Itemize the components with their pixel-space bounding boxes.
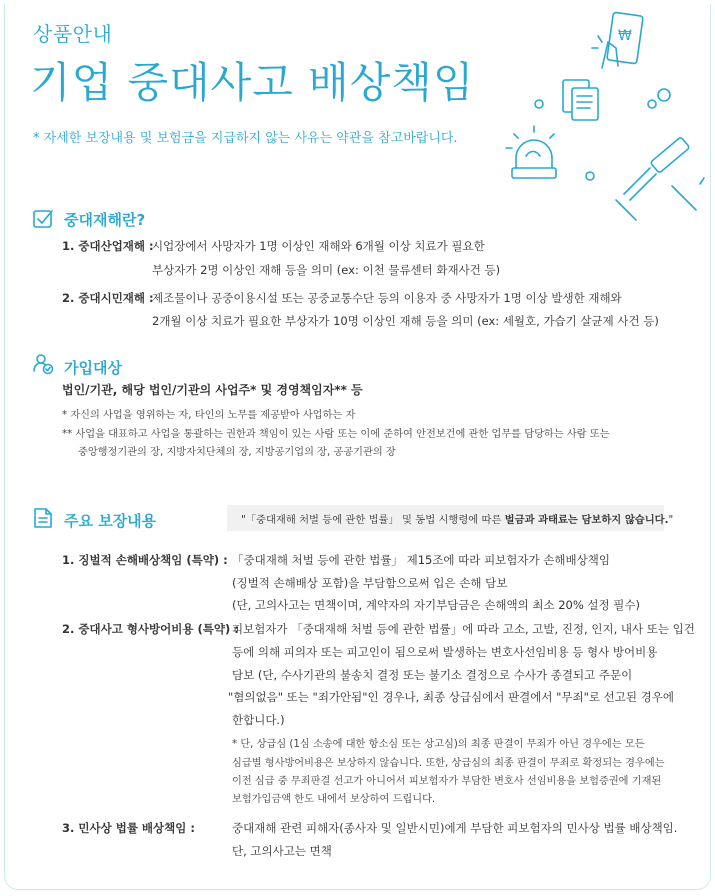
coverage-label-civil: 3. 민사상 법률 배상책임 : <box>62 821 195 835</box>
coverage-text-civil-2: 단, 고의사고는 면책 <box>232 844 332 858</box>
defense-note-2: 심급별 형사방어비용은 보상하지 않습니다. 또한, 상급심의 최종 판결이 무죄로 확정되는 경우에는 <box>232 758 665 769</box>
coverage-text-civil-1: 중대재해 관련 피해자(종사자 및 일반시민)에게 부담한 피보험자의 민사상 법률 배상책임. <box>232 821 678 835</box>
product-guide-label: 상품안내 <box>33 22 113 46</box>
exclusion-quote-box <box>227 505 674 531</box>
item-text-industrial-2: 부상자가 2명 이상인 재해 등을 의미 (ex: 이천 물류센터 화재사건 등) <box>152 263 501 277</box>
defense-note-4: 보험가입금액 한도 내에서 보상하여 드립니다. <box>232 794 436 805</box>
coverage-label-punitive: 1. 징벌적 손해배상책임 (특약) : <box>62 553 228 567</box>
coverage-label-defense: 2. 중대사고 형사방어비용 (특약) : <box>62 622 239 636</box>
coverage-text-defense-4: "혐의없음" 또는 "죄가안됨"인 경우나, 최종 상급심에서 판결에서 "무죄"로 선고된 경우에 <box>228 690 674 704</box>
eligibility-footnote-1: * 자신의 사업을 영위하는 자, 타인의 노무를 제공받아 사업하는 자 <box>62 410 356 421</box>
section-title-serious-accident: 중대재해란? <box>64 211 146 229</box>
item-text-civic-2: 2개월 이상 치료가 필요한 부상자가 10명 이상인 재해 등을 의미 (ex: 세월호, 가습기 살균제 사건 등) <box>152 314 659 328</box>
eligibility-headline: 법인/기관, 해당 법인/기관의 사업주* 및 경영책임자** 등 <box>62 383 363 397</box>
header-illustration <box>490 8 710 223</box>
coverage-text-punitive-2: (징벌적 손해배상 포함)을 부담함으로써 입은 손해 담보 <box>232 576 508 590</box>
eligibility-footnote-2: ** 사업을 대표하고 사업을 통괄하는 권한과 책임이 있는 사람 또는 이에 준하여 안전보건에 관한 업무를 담당하는 사람 또는 <box>62 429 610 440</box>
item-label-industrial: 1. 중대산업재해 : <box>62 239 154 253</box>
section-title-coverage: 주요 보장내용 <box>64 512 157 530</box>
quote-text: "「중대재해 처벌 등에 관한 법률」 및 동법 시행령에 따른 <box>241 514 505 526</box>
alarm-light-icon <box>506 126 556 178</box>
section-title-eligibility: 가입대상 <box>64 359 122 377</box>
gavel-icon <box>616 137 704 220</box>
payment-card-icon <box>592 12 643 68</box>
user-shield-icon <box>32 353 54 375</box>
checklist-icon <box>32 208 54 230</box>
coverage-text-punitive-3: (단, 고의사고는 면책이며, 계약자의 자기부담금은 손해액의 최소 20% 설정 필수) <box>232 598 641 612</box>
quote-emphasis: 벌금과 과태료는 담보하지 않습니다. <box>504 514 669 526</box>
defense-note-3: 이전 심급 중 무죄판결 선고가 아니어서 피보험자가 부담한 변호사 선임비용을 보험증권에 기재된 <box>232 776 662 787</box>
terms-notice: * 자세한 보장내용 및 보험금을 지급하지 않는 사유는 약관을 참고바랍니다. <box>33 131 458 146</box>
coverage-text-defense-1: 피보험자가 「중대재해 처벌 등에 관한 법률」에 따라 고소, 고발, 진정, 인지, 내사 또는 입건 <box>232 622 695 636</box>
quote-close: " <box>668 514 674 526</box>
receipt-icon <box>563 80 598 120</box>
eligibility-footnote-2-cont: 중앙행정기관의 장, 지방자치단체의 장, 지방공기업의 장, 공공기관의 장 <box>78 447 396 458</box>
coverage-text-punitive-1: 「중대재해 처벌 등에 관한 법률」 제15조에 따라 피보험자가 손해배상책임 <box>232 553 610 567</box>
item-text-civic-1: 제조물이나 공중이용시설 또는 공중교통수단 등의 이용자 중 사망자가 1명 이상 발생한 재해와 <box>152 291 622 305</box>
item-text-industrial-1: 시업장에서 사망자가 1명 이상인 재해와 6개월 이상 치료가 필요한 <box>152 239 485 253</box>
page-title: 기업 중대사고 배상책임 <box>30 58 475 107</box>
document-icon <box>32 507 54 529</box>
defense-note-1: * 단, 상급심 (1심 소송에 대한 항소심 또는 상고심)의 최종 판결이 무죄가 아닌 경우에는 모든 <box>232 739 645 750</box>
coverage-text-defense-3: 담보 (단, 수사기관의 불송치 결정 또는 불기소 결정으로 수사가 종결되고 주문이 <box>232 668 633 682</box>
coverage-text-defense-5: 한합니다.) <box>232 713 285 727</box>
coverage-text-defense-2: 등에 의해 피의자 또는 피고인이 됨으로써 발생하는 변호사선임비용 등 형사 방어비용 <box>232 645 658 659</box>
svg-text:₩: ₩ <box>618 28 632 44</box>
item-label-civic: 2. 중대시민재해 : <box>62 291 154 305</box>
